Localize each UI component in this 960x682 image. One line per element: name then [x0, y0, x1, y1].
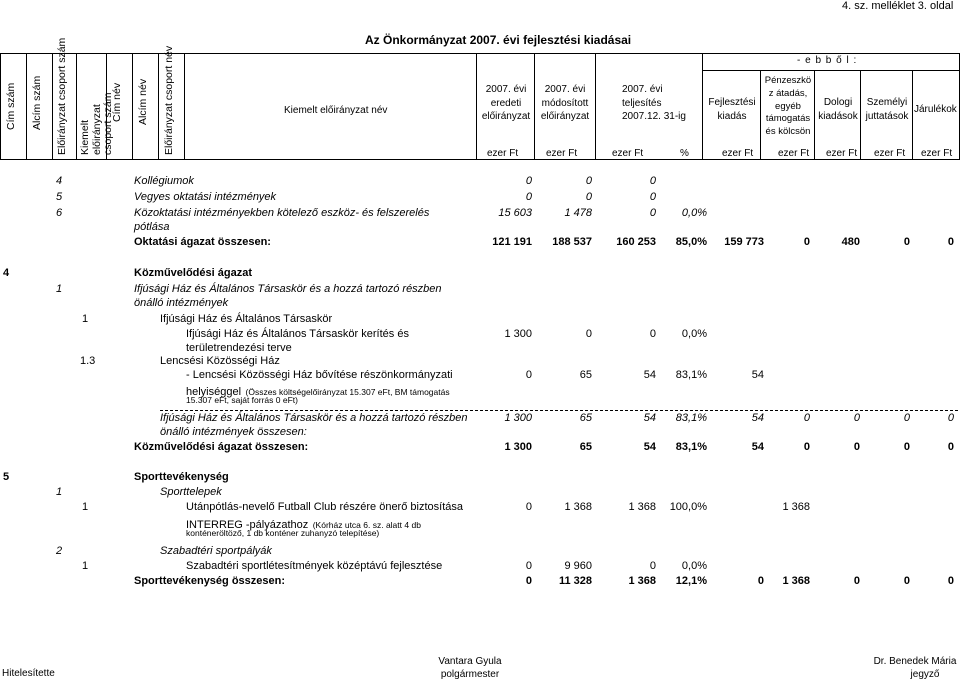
total-percent: 12,1%	[675, 575, 707, 587]
unit-teljesites: ezer Ft	[612, 148, 644, 159]
row-label: Utánpótlás-nevelő Futball Club részére önerő biztosítása	[186, 501, 463, 513]
subtotal-teljesites: 54	[643, 412, 656, 424]
subtotal-dologi: 0	[853, 412, 860, 424]
row-label: Ifjúsági Ház és Általános Társaskör kerítés és	[186, 328, 409, 340]
value-percent: 83,1%	[675, 369, 707, 381]
total-fejlesztesi: 54	[751, 441, 764, 453]
header-modositott: 2007. évi módosított előirányzat	[540, 84, 590, 122]
subtotal-eredeti: 1 300	[504, 412, 532, 424]
footer-clerk-title: jegyző	[910, 669, 940, 680]
value-percent: 0,0%	[681, 560, 707, 572]
row-note-cont: 15.307 eFt, saját forrás 0 eFt)	[186, 395, 298, 405]
value-modositott: 0	[585, 328, 592, 340]
header-eloir-csoport-nev: Előirányzat csoport név	[163, 45, 175, 155]
row-number: 6	[56, 207, 63, 219]
total-jarulekok: 0	[947, 236, 954, 248]
row-label: Vegyes oktatási intézmények	[134, 191, 277, 203]
row-label: Szabadtéri sportlétesítmények középtávú fejlesztése	[186, 560, 443, 572]
row-number: 2	[56, 545, 63, 557]
value-penzeszkoz: 1 368	[782, 501, 810, 513]
total-dologi: 0	[853, 575, 860, 587]
unit-penzeszkoz: ezer Ft	[778, 148, 810, 159]
header-kiemelt-nev: Kiemelt előirányzat név	[284, 105, 388, 116]
row-label: Kollégiumok	[134, 175, 194, 187]
value-modositott: 0	[585, 175, 592, 187]
total-teljesites: 1 368	[628, 575, 656, 587]
row-number: 5	[56, 191, 63, 203]
footer-clerk-name: Dr. Benedek Mária	[873, 656, 957, 667]
value-teljesites: 0	[649, 207, 656, 219]
total-eredeti: 1 300	[504, 441, 532, 453]
section-title: Közművelődési ágazat	[134, 267, 252, 279]
header-teljesites: 2007. évi teljesítés 2007.12. 31-ig	[622, 84, 686, 122]
header-penzeszkoz: Pénzeszkö z átadás, egyéb támogatás és kölcsön	[764, 75, 812, 138]
section-number: 4	[3, 267, 10, 279]
total-percent: 85,0%	[675, 236, 707, 248]
total-fejlesztesi: 0	[757, 575, 764, 587]
header-ebbol: - e b b ő l :	[797, 55, 858, 66]
row-label: Közoktatási intézményekben kötelező eszköz- és felszerelés	[134, 207, 430, 219]
row-number: 4	[56, 175, 63, 187]
header-jarulekok: Járulékok	[914, 104, 957, 115]
total-dologi: 0	[853, 441, 860, 453]
total-penzeszkoz: 1 368	[782, 575, 810, 587]
header-szemelyi: Személyi juttatások	[865, 97, 909, 122]
unit-jarulekok: ezer Ft	[921, 148, 953, 159]
header-fejlesztesi: Fejlesztési kiadás	[708, 97, 756, 122]
row-number: 1	[82, 560, 89, 572]
unit-fejlesztesi: ezer Ft	[722, 148, 754, 159]
unit-dologi: ezer Ft	[826, 148, 858, 159]
value-percent: 0,0%	[681, 207, 707, 219]
subtotal-penzeszkoz: 0	[803, 412, 810, 424]
subtotal-label: Ifjúsági Ház és Általános Társaskör és a hozzá tartozó részben	[160, 412, 468, 424]
total-fejlesztesi: 159 773	[724, 236, 764, 248]
value-modositott: 9 960	[564, 560, 592, 572]
total-label: Közművelődési ágazat összesen:	[134, 441, 309, 453]
row-label: Ifjúsági Ház és Általános Társaskör	[160, 313, 333, 325]
value-eredeti: 0	[525, 560, 532, 572]
footer-mayor-title: polgármester	[440, 669, 500, 680]
page-annex-label: 4. sz. melléklet 3. oldal	[842, 0, 954, 12]
total-teljesites: 54	[643, 441, 656, 453]
row-note: (Kórház utca 6. sz. alatt 4 db	[312, 520, 421, 530]
subtotal-label-cont: önálló intézmények összesen:	[160, 426, 307, 438]
total-eredeti: 0	[525, 575, 532, 587]
header-eloir-csoport-szam: Előirányzat csoport szám	[56, 37, 68, 155]
total-modositott: 65	[579, 441, 592, 453]
value-teljesites: 0	[649, 175, 656, 187]
total-eredeti: 121 191	[492, 236, 532, 248]
value-eredeti: 0	[525, 369, 532, 381]
header-cim-nev: Cím név	[111, 82, 123, 122]
total-label: Oktatási ágazat összesen:	[134, 236, 271, 248]
header-alcim-szam: Alcím szám	[31, 75, 43, 130]
total-jarulekok: 0	[947, 441, 954, 453]
value-eredeti: 15 603	[498, 207, 532, 219]
total-szemelyi: 0	[903, 236, 910, 248]
row-label-cont: pótlása	[134, 221, 170, 233]
value-eredeti: 1 300	[504, 328, 532, 340]
row-label: Szabadtéri sportpályák	[160, 545, 272, 557]
value-teljesites: 54	[643, 369, 656, 381]
row-label: Lencsési Közösségi Ház	[160, 355, 280, 367]
value-modositott: 1 478	[564, 207, 592, 219]
total-szemelyi: 0	[903, 575, 910, 587]
row-label: Ifjúsági Ház és Általános Társaskör és a hozzá tartozó részben	[134, 283, 442, 295]
header-alcim-nev: Alcím név	[137, 78, 149, 125]
value-modositott: 65	[579, 369, 592, 381]
row-number: 1	[82, 501, 89, 513]
value-eredeti: 0	[525, 175, 532, 187]
footer-hitelesitette: Hitelesítette	[2, 668, 55, 679]
value-teljesites: 1 368	[628, 501, 656, 513]
row-number: 1	[56, 486, 63, 498]
value-eredeti: 0	[525, 191, 532, 203]
row-label-cont: területrendezési terve	[186, 342, 292, 354]
value-teljesites: 0	[649, 560, 656, 572]
value-percent: 100,0%	[669, 501, 707, 513]
page-title: Az Önkormányzat 2007. évi fejlesztési kiadásai	[365, 33, 632, 47]
section-title: Sporttevékenység	[134, 471, 229, 483]
unit-percent: %	[680, 148, 689, 159]
value-modositott: 1 368	[564, 501, 592, 513]
row-note: (Összes költségelőirányzat 15.307 eFt, BM támogatás	[245, 387, 450, 397]
subtotal-fejlesztesi: 54	[751, 412, 764, 424]
total-penzeszkoz: 0	[803, 441, 810, 453]
total-percent: 83,1%	[675, 441, 707, 453]
footer-mayor-name: Vantara Gyula	[438, 656, 502, 667]
row-label-part: INTERREG -pályázathoz	[186, 519, 309, 531]
value-teljesites: 0	[649, 191, 656, 203]
header-eredeti: 2007. évi eredeti előirányzat	[481, 84, 531, 122]
row-label-cont: önálló intézmények	[134, 297, 229, 309]
total-modositott: 11 328	[558, 575, 592, 587]
unit-szemelyi: ezer Ft	[874, 148, 906, 159]
section-number: 5	[3, 471, 10, 483]
header-cim-szam: Cím szám	[5, 82, 17, 130]
unit-modositott: ezer Ft	[546, 148, 578, 159]
total-teljesites: 160 253	[616, 236, 656, 248]
total-dologi: 480	[841, 236, 860, 248]
subtotal-percent: 83,1%	[675, 412, 707, 424]
row-number: 1	[82, 313, 89, 325]
value-percent: 0,0%	[681, 328, 707, 340]
subtotal-jarulekok: 0	[947, 412, 954, 424]
row-label-part: helyiséggel	[186, 386, 242, 398]
total-penzeszkoz: 0	[803, 236, 810, 248]
value-teljesites: 0	[649, 328, 656, 340]
row-number: 1.3	[80, 355, 96, 367]
row-note-cont: konténeröltöző, 1 db konténer zuhanyzó telepítése)	[186, 528, 380, 538]
value-modositott: 0	[585, 191, 592, 203]
value-eredeti: 0	[525, 501, 532, 513]
total-szemelyi: 0	[903, 441, 910, 453]
total-jarulekok: 0	[947, 575, 954, 587]
row-number: 1	[56, 283, 63, 295]
subtotal-szemelyi: 0	[903, 412, 910, 424]
total-label: Sporttevékenység összesen:	[134, 575, 286, 587]
header-kiemelt-eloir-szam: Kiemelt előirányzat csoport szám	[79, 92, 115, 155]
dashed-separator	[160, 410, 958, 411]
row-label: Sporttelepek	[160, 486, 222, 498]
subtotal-modositott: 65	[579, 412, 592, 424]
unit-eredeti: ezer Ft	[487, 148, 519, 159]
value-fejlesztesi: 54	[751, 369, 764, 381]
header-dologi: Dologi kiadások	[818, 97, 858, 122]
total-modositott: 188 537	[552, 236, 592, 248]
row-label: - Lencsési Közösségi Ház bővítése részönkormányzati	[186, 369, 453, 381]
